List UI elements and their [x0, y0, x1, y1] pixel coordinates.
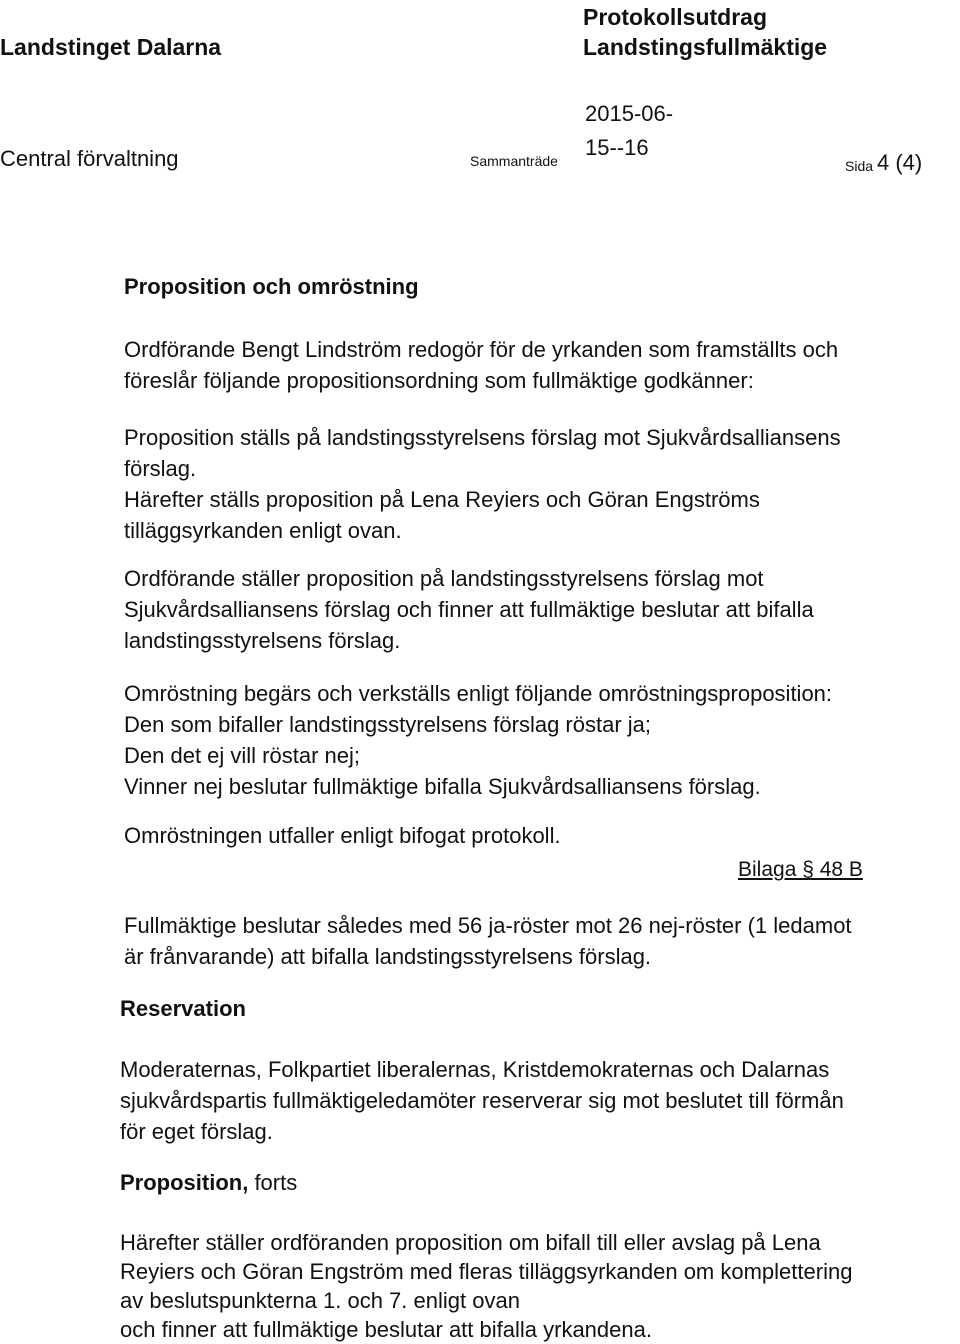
decision-paragraph [124, 910, 960, 972]
text-line: är frånvarande) att bifalla landstingsstyrelsens förslag. [124, 944, 652, 969]
text-line: förslag. [124, 456, 197, 481]
text-line: för eget förslag. [120, 1119, 273, 1144]
attachment-reference: Bilaga § 48 B [738, 858, 863, 881]
heading-bold-part: Proposition, [120, 1170, 249, 1195]
text-line: Ordförande ställer proposition på landstingsstyrelsens förslag mot [124, 566, 764, 591]
meeting-date-line1: 2015-06- [585, 101, 674, 126]
section-heading-proposition-continued [120, 1170, 956, 1196]
text-line: Den det ej vill röstar nej; [124, 743, 360, 768]
text-line: av beslutspunkterna 1. och 7. enligt ovan [120, 1288, 520, 1313]
vote-outcome-line: Omröstningen utfaller enligt bifogat protokoll. [124, 823, 561, 848]
committee-name: Landstingsfullmäktige [583, 34, 828, 60]
text-line: Omröstning begärs och verkställs enligt följande omröstningsproposition: [124, 681, 833, 706]
page-number: 4 (4) [877, 150, 923, 175]
department-name: Central förvaltning [0, 146, 179, 171]
organization-name: Landstinget Dalarna [0, 34, 222, 60]
text-line: Fullmäktige beslutar således med 56 ja-röster mot 26 nej-röster (1 ledamot [124, 913, 852, 938]
vote-paragraph [124, 678, 960, 802]
text-line: Reyiers och Göran Engström med fleras tilläggsyrkanden om komplettering [120, 1259, 853, 1284]
text-line: Moderaternas, Folkpartiet liberalernas, Kristdemokraternas och Dalarnas [120, 1057, 830, 1082]
page-label: Sida [845, 158, 874, 174]
section-heading-proposition: Proposition och omröstning [124, 274, 419, 299]
text-line: Härefter ställer ordföranden proposition om bifall till eller avslag på Lena [120, 1230, 821, 1255]
document-type: Protokollsutdrag [583, 4, 768, 30]
text-line: Vinner nej beslutar fullmäktige bifalla Sjukvårdsalliansens förslag. [124, 774, 761, 799]
chair-proposition-paragraph [124, 563, 960, 656]
reservation-paragraph [120, 1054, 956, 1147]
text-line: tilläggsyrkanden enligt ovan. [124, 518, 402, 543]
final-proposition-paragraph [120, 1228, 956, 1344]
text-line: sjukvårdspartis fullmäktigeledamöter reserverar sig mot beslutet till förmån [120, 1088, 844, 1113]
meeting-date-line2: 15--16 [585, 135, 649, 160]
text-line: Sjukvårdsalliansens förslag och finner att fullmäktige beslutar att bifalla [124, 597, 814, 622]
text-line: Härefter ställs proposition på Lena Reyiers och Göran Engströms [124, 487, 760, 512]
text-line: Proposition ställs på landstingsstyrelsens förslag mot Sjukvårdsalliansens [124, 425, 841, 450]
proposition-order-paragraph [124, 422, 960, 546]
text-line: landstingsstyrelsens förslag. [124, 628, 401, 653]
meeting-label: Sammanträde [470, 153, 558, 169]
text-line: och finner att fullmäktige beslutar att bifalla yrkandena. [120, 1317, 652, 1342]
text-line: Ordförande Bengt Lindström redogör för de yrkanden som framställts och [124, 337, 839, 362]
section-heading-reservation: Reservation [120, 996, 246, 1021]
heading-normal-part: forts [248, 1170, 298, 1195]
text-line: föreslår följande propositionsordning som fullmäktige godkänner: [124, 368, 754, 393]
text-line: Den som bifaller landstingsstyrelsens förslag röstar ja; [124, 712, 652, 737]
intro-paragraph [124, 334, 960, 396]
